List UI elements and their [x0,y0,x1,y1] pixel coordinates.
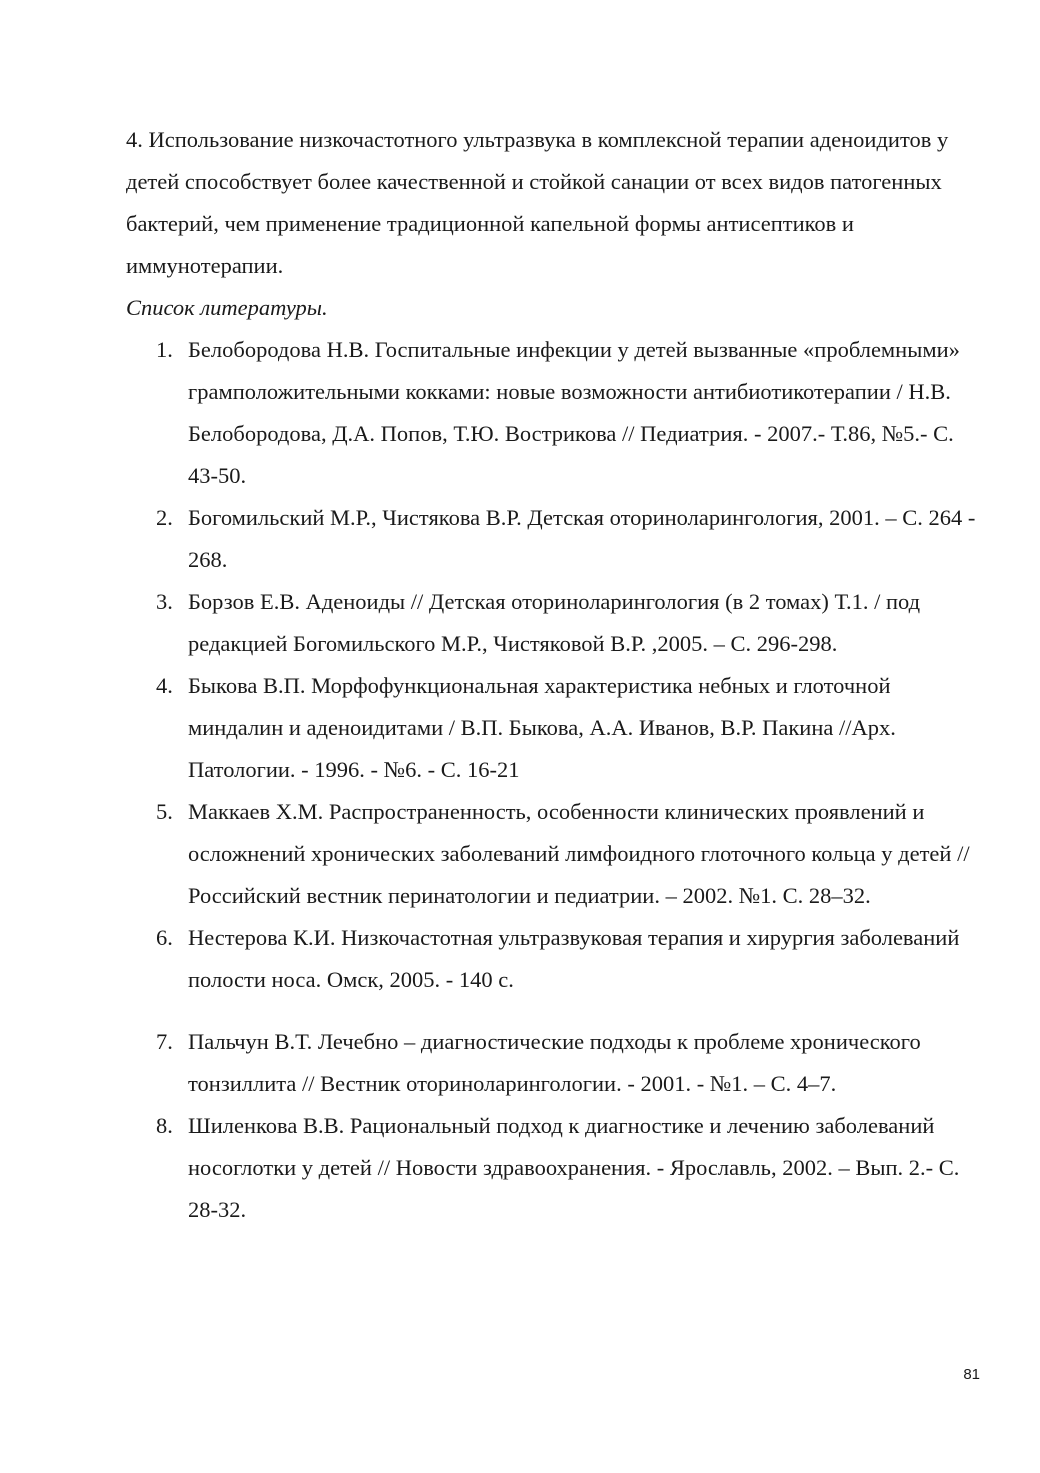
reference-text: Шиленкова В.В. Рациональный подход к диагностике и лечению заболеваний носоглотки у детей // Новости здравоохранения. - Ярославль, 2002. – Вып. 2.- С. 28-32. [188,1113,960,1222]
reference-item [126,1021,976,1105]
reference-item [126,791,976,917]
reference-text: Богомильский М.Р., Чистякова В.Р. Детская оториноларингология, 2001. – С. 264 - 268. [188,505,976,572]
reference-number: 3. [156,589,173,614]
reference-text: Быкова В.П. Морфофункциональная характеристика небных и глоточной миндалин и аденоидитами / В.П. Быкова, А.А. Иванов, В.Р. Пакина //Арх. Патологии. - 1996. - №6. - С. 16-21 [188,673,896,782]
reference-text: Белобородова Н.В. Госпитальные инфекции у детей вызванные «проблемными» грамположительными кокками: новые возможности антибиотикотерапии / Н.В. Белобородова, Д.А. Попов, Т.Ю. Вострикова // Педиатрия. - 2007.- Т.86, №5.- С. 43-50. [188,337,960,488]
reference-number: 1. [156,337,173,362]
reference-number: 7. [156,1029,173,1054]
reference-text: Нестерова К.И. Низкочастотная ультразвуковая терапия и хирургия заболеваний полости носа. Омск, 2005. - 140 с. [188,925,960,992]
conclusion-paragraph: 4. Использование низкочастотного ультразвука в комплексной терапии аденоидитов у детей способствует более качественной и стойкой санации от всех видов патогенных бактерий, чем применение традиционной капельной формы антисептиков и иммунотерапии. [126,127,949,278]
page-number: 81 [963,1366,980,1383]
reference-item [126,1105,976,1231]
reference-number: 6. [156,925,173,950]
reference-text: Маккаев Х.М. Распространенность, особенности клинических проявлений и осложнений хронических заболеваний лимфоидного глоточного кольца у детей // Российский вестник перинатологии и педиатрии. – 2002. №1. С. 28–32. [188,799,970,908]
references-heading: Список литературы. [126,295,328,320]
reference-item [126,329,976,497]
reference-number: 2. [156,505,173,530]
reference-item [126,917,976,1001]
reference-number: 4. [156,673,173,698]
references-list [126,329,976,1231]
reference-number: 8. [156,1113,173,1138]
reference-number: 5. [156,799,173,824]
reference-item [126,665,976,791]
reference-item [126,497,976,581]
reference-text: Пальчун В.Т. Лечебно – диагностические подходы к проблеме хронического тонзиллита // Вестник оториноларингологии. - 2001. - №1. – С. 4–7. [188,1029,921,1096]
reference-item [126,581,976,665]
reference-text: Борзов Е.В. Аденоиды // Детская оториноларингология (в 2 томах) Т.1. / под редакцией Богомильского М.Р., Чистяковой В.Р. ,2005. – С. 296-298. [188,589,921,656]
page-content [126,119,976,1231]
